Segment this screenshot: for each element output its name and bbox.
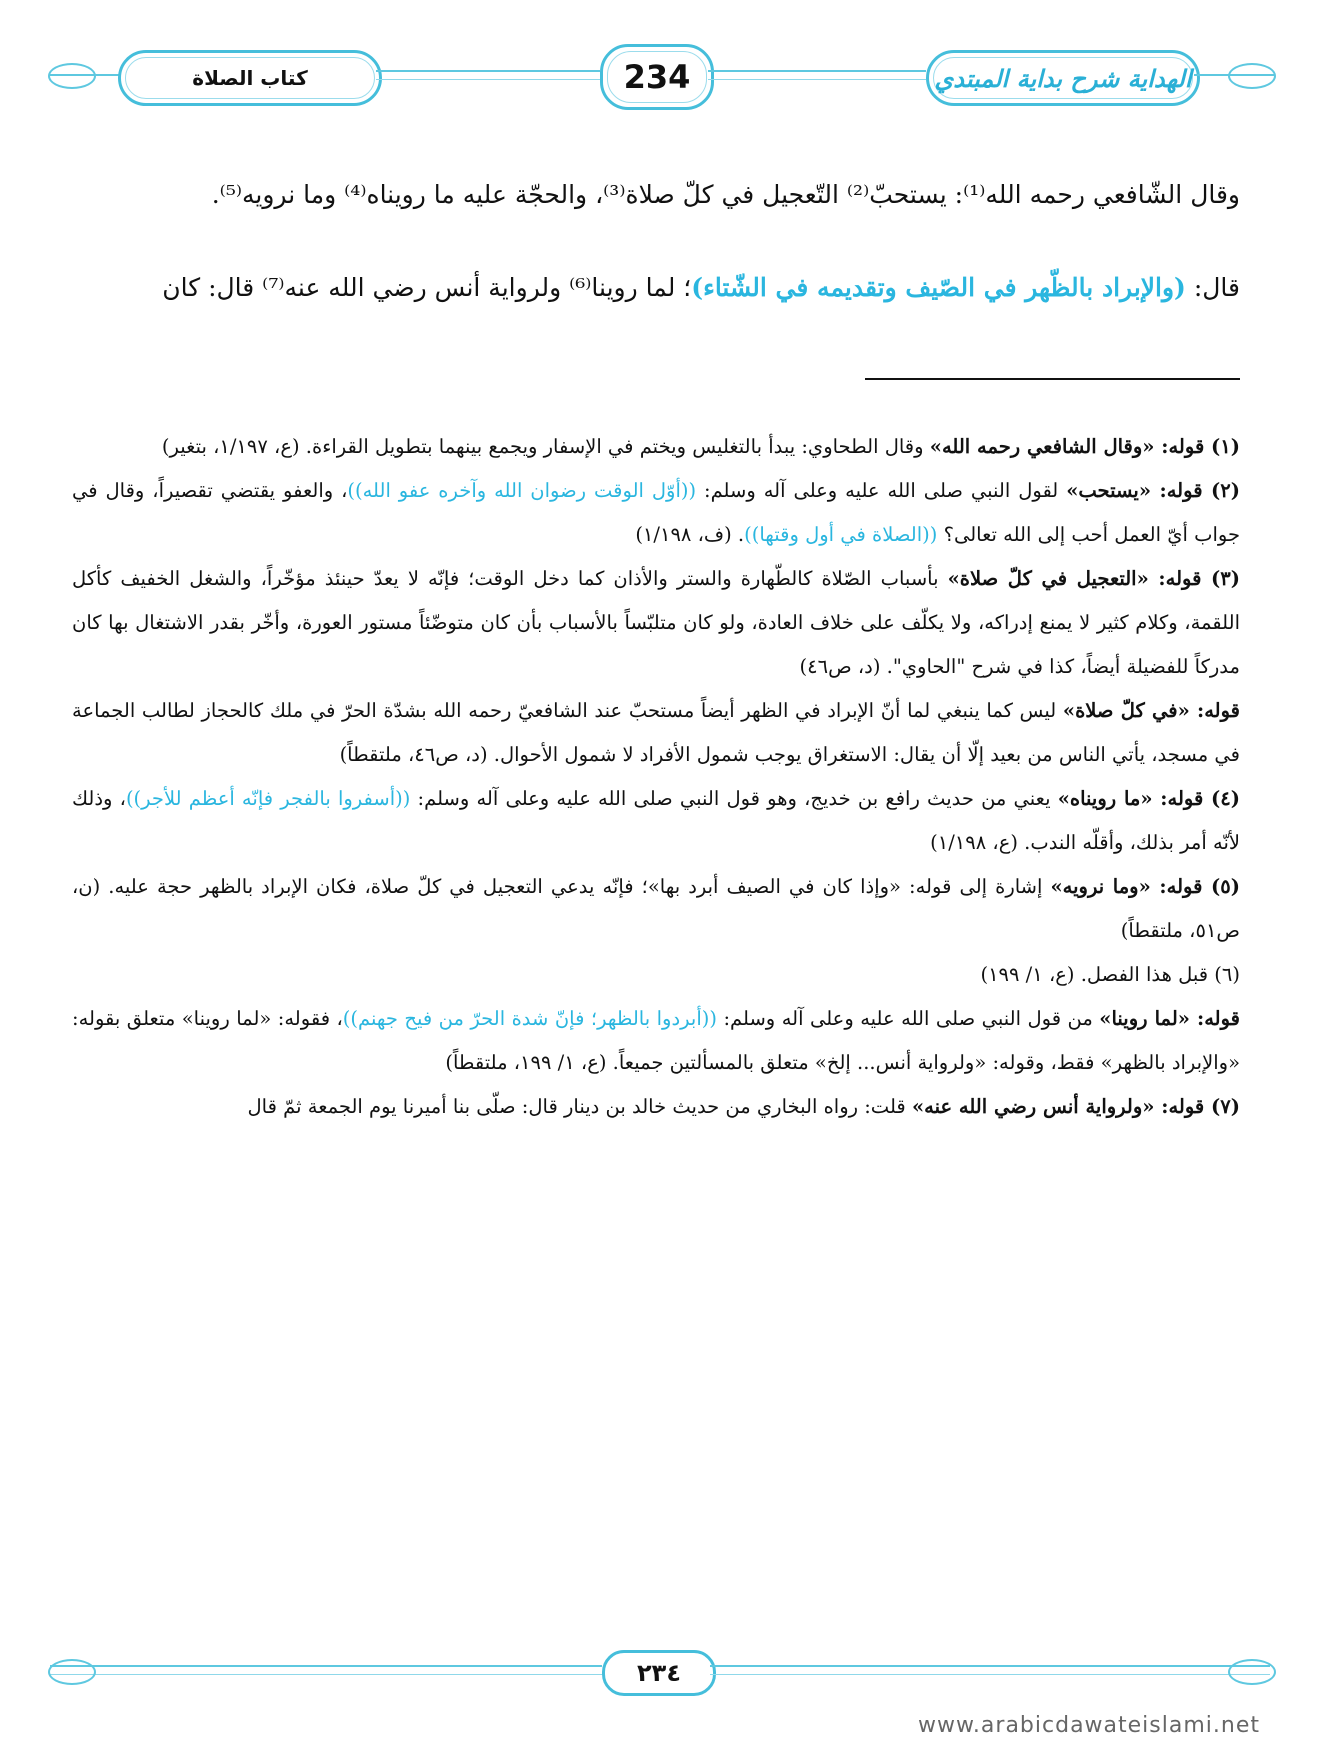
footnote-1: (١) قوله: «وقال الشافعي رحمه الله» وقال الطحاوي: يبدأ بالتغليس ويختم في الإسفار ويجمع بينهما بتطويل القراءة. (ع، ١/١٩٧، بتغير): [161, 435, 1240, 458]
chapter-pill: [118, 50, 382, 106]
footer-rule-left: [50, 1665, 602, 1667]
footer-page-pill: [602, 1650, 716, 1696]
main-line-2-pre: قال:: [1185, 273, 1240, 302]
page-number-pill: [600, 44, 714, 110]
book-title: الهداية شرح بداية المبتدي: [934, 63, 1192, 93]
footer-ornament-right-icon: [1228, 1659, 1276, 1685]
main-text: [70, 175, 1240, 215]
footnote-6-extra: قوله: «لما روينا» من قول النبي صلى الله عليه وعلى آله وسلم: ((أبردوا بالظهر؛ فإنّ شدة الحرّ من فيح جهنم))، فقوله: «لما روينا» متعلق بقوله: «والإبراد بالظهر» فقط، وقوله: «ولرواية أنس... إلخ» متعلق بالمسألتين جميعاً. (ع، ١/ ١٩٩، ملتقطاً): [72, 1007, 1241, 1074]
footnote-3-extra: قوله: «في كلّ صلاة» ليس كما ينبغي لما أنّ الإبراد في الظهر أيضاً مستحبّ عند الشافعيّ رحمه الله بشدّة الحرّ في ملك كالحجاز لطالب الجماعة في مسجد، يأتي الناس من بعيد إلّا أن يقال: الاستغراق يوجب شمول الأفراد لا شمول الأحوال. (د، ص٤٦، ملتقطاً): [72, 699, 1240, 766]
footer-page-number: ٢٣٤: [637, 1659, 681, 1687]
header-ornament-left-icon: [48, 63, 96, 89]
header-rule-mid-right: [708, 70, 926, 72]
footnote-2: (٢) قوله: «يستحب» لقول النبي صلى الله عليه وعلى آله وسلم: ((أوّل الوقت رضوان الله وآخره عفو الله))، والعفو يقتضي تقصيراً، وقال في جواب أيّ العمل أحب إلى الله تعالى؟ ((الصلاة في أول وقتها)). (ف، ١/١٩٨): [72, 479, 1240, 546]
footer-rule-right: [710, 1665, 1270, 1667]
header-rule-mid-left-thin: [376, 79, 600, 80]
footnote-7: (٧) قوله: «ولرواية أنس رضي الله عنه» قلت: رواه البخاري من حديث خالد بن دينار قال: صلّى بنا أميرنا يوم الجمعة ثمّ قال: [247, 1095, 1240, 1118]
chapter-title: كتاب الصلاة: [192, 66, 308, 90]
footnote-5: (٥) قوله: «وما نرويه» إشارة إلى قوله: «وإذا كان في الصيف أبرد بها»؛ فإنّه يدعي التعجيل في كلّ صلاة، فكان الإبراد بالظهر حجة عليه. (ن، ص٥١، ملتقطاً): [72, 875, 1240, 942]
footnote-3: (٣) قوله: «التعجيل في كلّ صلاة» بأسباب الصّلاة كالطّهارة والستر والأذان كما دخل الوقت؛ فإنّه لا يعدّ حينئذ مؤخّراً، والشغل الخفيف كأكل اللقمة، وكلام كثير لا يمنع إدراكه، ولا يكلّف على خلاف العادة، ولو كان متلبّساً بالأسباب بأن كان متوضّئاً مستور العورة، وأخّر بقدر الاشتغال بها كان مدركاً للفضيلة أيضاً، كذا في شرح "الحاوي". (د، ص٤٦): [72, 567, 1240, 678]
footnote-6: (٦) قبل هذا الفصل. (ع، ١/ ١٩٩): [980, 963, 1240, 986]
footnotes: [72, 425, 1240, 1129]
main-line-2-highlight: (والإبراد بالظّهر في الصّيف وتقديمه في الشّتاء): [691, 273, 1186, 302]
main-line-2-post: ؛ لما روينا⁽⁶⁾ ولرواية أنس رضي الله عنه⁽⁷⁾ قال: كان: [162, 273, 692, 302]
book-title-pill: [926, 50, 1200, 106]
footer-rule-left-thin: [50, 1674, 602, 1675]
header-ornament-right-icon: [1228, 63, 1276, 89]
header-rule-mid-right-thin: [708, 79, 926, 80]
main-line-1: وقال الشّافعي رحمه الله⁽¹⁾: يستحبّ⁽²⁾ التّعجيل في كلّ صلاة⁽³⁾، والحجّة عليه ما رويناه⁽⁴⁾ وما نرويه⁽⁵⁾.: [211, 180, 1240, 209]
footnote-4: (٤) قوله: «ما رويناه» يعني من حديث رافع بن خديج، وهو قول النبي صلى الله عليه وعلى آله وسلم: ((أسفروا بالفجر فإنّه أعظم للأجر))، وذلك لأنّه أمر بذلك، وأقلّه الندب. (ع، ١/١٩٨): [72, 787, 1240, 854]
footer-rule-right-thin: [710, 1674, 1270, 1675]
main-text-2: [70, 268, 1240, 308]
page-number: 234: [623, 58, 691, 96]
footer-ornament-left-icon: [48, 1659, 96, 1685]
website-url[interactable]: www.arabicdawateislami.net: [917, 1713, 1260, 1738]
footnote-separator: [865, 378, 1240, 380]
main-line-2: [70, 268, 1240, 308]
header-rule-mid-left: [376, 70, 600, 72]
